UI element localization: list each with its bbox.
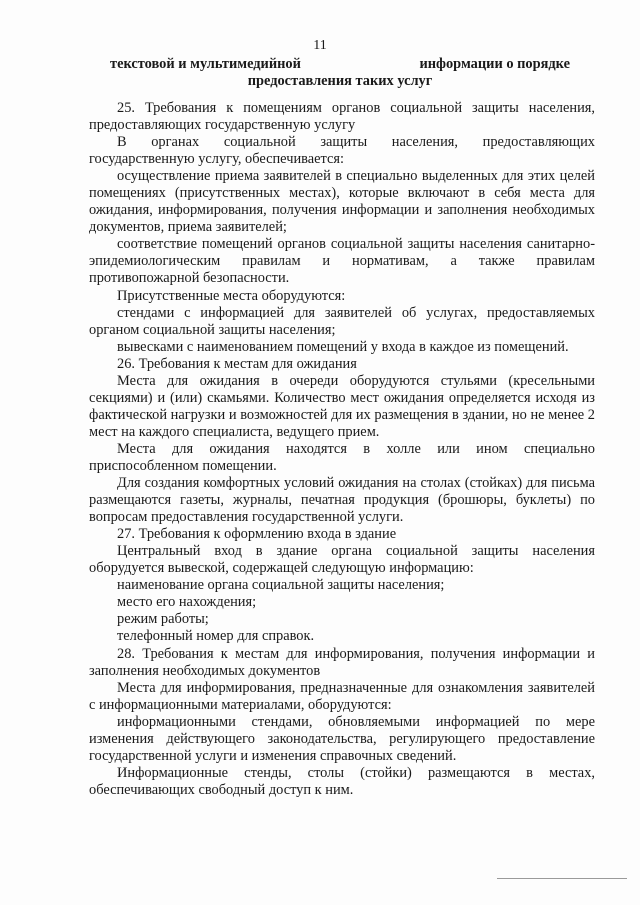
list-item: телефонный номер для справок. (117, 628, 315, 645)
paragraph: осуществление приема заявителей в специально выделенных для этих целей помещениях (присутственных местах), которые включают в себя места для ожидания, информирования, получения информации и заполнения необходимых документов, приема заявителей; (89, 168, 595, 236)
paragraph: стендами с информацией для заявителей об услугах, предоставляемых органом социальной защиты населения; (89, 304, 595, 338)
heading-line-2: предоставления таких услуг (247, 73, 433, 89)
document-body (89, 100, 595, 799)
paragraph: Для создания комфортных условий ожидания на столах (стойках) для письма размещаются газеты, журналы, печатная продукция (брошюры, буклеты) по вопросам предоставления государственной услуги. (89, 475, 595, 526)
paragraph: информационными стендами, обновляемыми информацией по мере изменения действующего законодательства, регулирующего предоставление государственной услуги и изменения справочных сведений. (89, 713, 595, 764)
heading-line-1 (110, 56, 570, 73)
paragraph: Центральный вход в здание органа социальной защиты населения оборудуется вывеской, содержащей следующую информацию: (89, 543, 595, 577)
paragraph: соответствие помещений органов социальной защиты населения санитарно-эпидемиологическим правилам и нормативам, а также правилам противопожарной безопасности. (89, 236, 595, 287)
paragraph: Места для ожидания в очереди оборудуются стульями (кресельными секциями) и (или) скамьями. Количество мест ожидания определяется исходя из фактической нагрузки и возможностей для их размещения в здании, но не менее 2 мест на каждого специалиста, ведущего прием. (89, 372, 595, 440)
section-heading (110, 56, 570, 90)
paragraph-25-title: 25. Требования к помещениям органов социальной защиты населения, предоставляющих государственную услугу (89, 100, 595, 134)
paragraph: В органах социальной защиты населения, предоставляющих государственную услугу, обеспечивается: (89, 134, 595, 168)
paragraph-27-title: 27. Требования к оформлению входа в здание (117, 526, 397, 543)
paragraph: Места для информирования, предназначенные для ознакомления заявителей с информационными материалами, оборудуются: (89, 679, 595, 713)
list-item: наименование органа социальной защиты населения; (117, 577, 445, 594)
paragraph: Места для ожидания находятся в холле или ином специально приспособленном помещении. (89, 440, 595, 474)
paragraph: Присутственные места оборудуются: (117, 287, 346, 304)
list-item: место его нахождения; (117, 594, 257, 611)
paragraph: Информационные стенды, столы (стойки) размещаются в местах, обеспечивающих свободный доступ к ним. (89, 764, 595, 798)
heading-line-1-left: текстовой и мультимедийной (110, 56, 301, 72)
paragraph-26-title: 26. Требования к местам для ожидания (117, 355, 357, 372)
paragraph: вывесками с наименованием помещений у входа в каждое из помещений. (117, 338, 569, 355)
page-number: 11 (313, 38, 327, 53)
heading-line-1-right: информации о порядке (419, 56, 570, 72)
scan-artifact-line (497, 878, 627, 879)
list-item: режим работы; (117, 611, 209, 628)
paragraph-28-title: 28. Требования к местам для информирования, получения информации и заполнения необходимых документов (89, 645, 595, 679)
